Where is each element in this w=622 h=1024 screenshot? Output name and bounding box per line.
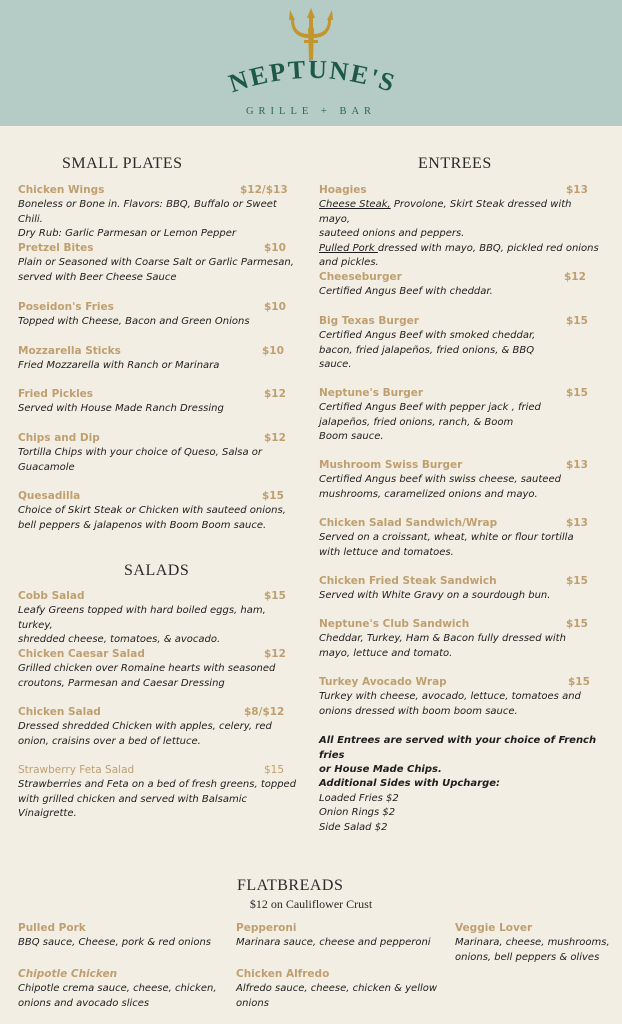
item-price: $15 <box>566 618 588 630</box>
item-description: Tortilla Chips with your choice of Queso, Salsa or Guacamole <box>18 447 262 473</box>
brand-logo <box>190 50 435 112</box>
item-description: Certified Angus Beef with pepper jack , fried jalapeños, fried onions, ranch, & Boom Boom sauce. <box>319 402 541 442</box>
item-description: Leafy Greens topped with hard boiled eggs, ham, turkey, shredded cheese, tomatoes, & avocado. <box>18 605 266 645</box>
item-price: $12 <box>264 648 286 660</box>
item-price: $10 <box>262 345 284 357</box>
item-description: Fried Mozzarella with Ranch or Marinara <box>18 360 220 371</box>
item-price: $12 <box>264 432 286 444</box>
item-name: Pepperoni <box>236 922 297 934</box>
item-description: Dressed shredded Chicken with apples, celery, red onion, craisins over a bed of lettuce. <box>18 721 272 747</box>
item-price: $15 <box>566 315 588 327</box>
item-name: Chips and Dip <box>18 432 100 444</box>
item-price: $15 <box>264 764 285 776</box>
item-description: Served on a croissant, wheat, white or flour tortilla with lettuce and tomatoes. <box>319 532 574 558</box>
item-name: Chicken Salad Sandwich/Wrap <box>319 517 498 529</box>
item-description: Certified Angus Beef with smoked cheddar, bacon, fried jalapeños, fried onions, & BBQ sauce. <box>319 330 536 370</box>
item-name: Quesadilla <box>18 490 81 502</box>
item-price: $10 <box>264 242 286 254</box>
item-description: Marinara sauce, cheese and pepperoni <box>236 937 431 948</box>
item-name: Neptune's Burger <box>319 387 424 399</box>
additional-sides: Additional Sides with Upcharge: Loaded Fries $2 Onion Rings $2 Side Salad $2 <box>319 777 609 835</box>
svg-text:NEPTUNE'S <box>225 55 400 98</box>
item-description: Cheddar, Turkey, Ham & Bacon fully dressed with mayo, lettuce and tomato. <box>319 633 566 659</box>
item-name: Big Texas Burger <box>319 315 419 327</box>
item-price: $13 <box>566 459 588 471</box>
item-price: $12 <box>264 388 286 400</box>
small-plates-title: SMALL PLATES <box>62 155 183 172</box>
item-name: Veggie Lover <box>455 922 533 934</box>
item-name: Chicken Fried Steak Sandwich <box>319 575 497 587</box>
item-name: Strawberry Feta Salad <box>18 764 135 776</box>
item-price: $15 <box>566 387 588 399</box>
item-description: Marinara, cheese, mushrooms, onions, bell peppers & olives <box>455 937 610 963</box>
logo-text: NEPTUNE'S <box>225 54 400 99</box>
item-name: Mozzarella Sticks <box>18 345 121 357</box>
item-name: Poseidon's Fries <box>18 301 114 313</box>
item-price: $12/$13 <box>240 184 288 196</box>
item-price: $13 <box>566 184 588 196</box>
entrees-title: ENTREES <box>418 155 492 172</box>
item-name: Hoagies <box>319 184 367 196</box>
item-name: Neptune's Club Sandwich <box>319 618 470 630</box>
item-price: $15 <box>264 590 286 602</box>
brand-subtitle: GRILLE + BAR <box>245 106 377 117</box>
item-name: Turkey Avocado Wrap <box>319 676 447 688</box>
item-name: Mushroom Swiss Burger <box>319 459 463 471</box>
item-description: Chipotle crema sauce, cheese, chicken, onions and avocado slices <box>18 983 217 1009</box>
item-description: Alfredo sauce, cheese, chicken & yellow onions <box>236 983 438 1009</box>
item-name: Chipotle Chicken <box>18 968 118 980</box>
item-name: Chicken Alfredo <box>236 968 330 980</box>
item-price: $12 <box>564 271 586 283</box>
sides-title: Additional Sides with Upcharge: <box>319 778 501 789</box>
item-name: Cheeseburger <box>319 271 402 283</box>
salads-title: SALADS <box>124 562 190 579</box>
item-description: Choice of Skirt Steak or Chicken with sauteed onions, bell peppers & jalapenos with Boom Boom sauce. <box>18 505 286 531</box>
item-price: $15 <box>566 575 588 587</box>
header-banner <box>0 0 622 126</box>
item-description: BBQ sauce, Cheese, pork & red onions <box>18 937 212 948</box>
item-description: Served with House Made Ranch Dressing <box>18 403 224 414</box>
item-name: Fried Pickles <box>18 388 94 400</box>
item-price: $15 <box>568 676 590 688</box>
item-name: Chicken Caesar Salad <box>18 648 145 660</box>
item-name: Chicken Salad <box>18 706 101 718</box>
item-name: Cobb Salad <box>18 590 85 602</box>
item-price: $15 <box>262 490 284 502</box>
entrees-note: All Entrees are served with your choice of French fries or House Made Chips. <box>319 735 597 775</box>
item-description: Certified Angus Beef with cheddar. <box>319 286 493 297</box>
flatbreads-subtitle: $12 on Cauliflower Crust <box>249 897 373 911</box>
item-description: Grilled chicken over Romaine hearts with seasoned croutons, Parmesan and Caesar Dressing <box>18 663 276 689</box>
item-name: Pulled Pork <box>18 922 86 934</box>
item-description: Strawberries and Feta on a bed of fresh greens, topped with grilled chicken and served with Balsamic Vinaigrette. <box>18 779 297 819</box>
item-price: $13 <box>566 517 588 529</box>
item-description: Topped with Cheese, Bacon and Green Onions <box>18 316 250 327</box>
flatbreads-title: FLATBREADS <box>237 877 344 894</box>
item-name: Pretzel Bites <box>18 242 94 254</box>
item-name: Chicken Wings <box>18 184 105 196</box>
item-description: Certified Angus beef with swiss cheese, sauteed mushrooms, caramelized onions and mayo. <box>319 474 561 500</box>
item-description: Plain or Seasoned with Coarse Salt or Garlic Parmesan, served with Beer Cheese Sauce <box>18 257 294 283</box>
item-description: Served with White Gravy on a sourdough bun. <box>319 590 551 601</box>
item-description: Turkey with cheese, avocado, lettuce, tomatoes and onions dressed with boom boom sauce. <box>319 691 581 717</box>
item-description: Boneless or Bone in. Flavors: BBQ, Buffalo or Sweet Chili. Dry Rub: Garlic Parmesan or Lemon Pepper <box>18 199 277 239</box>
item-price: $8/$12 <box>244 706 285 718</box>
item-price: $10 <box>264 301 286 313</box>
item-description: Cheese Steak, Provolone, Skirt Steak dressed with mayo, sauteed onions and peppers. Pulled Pork dressed with mayo, BBQ, pickled red onions and pickles. <box>319 199 599 268</box>
